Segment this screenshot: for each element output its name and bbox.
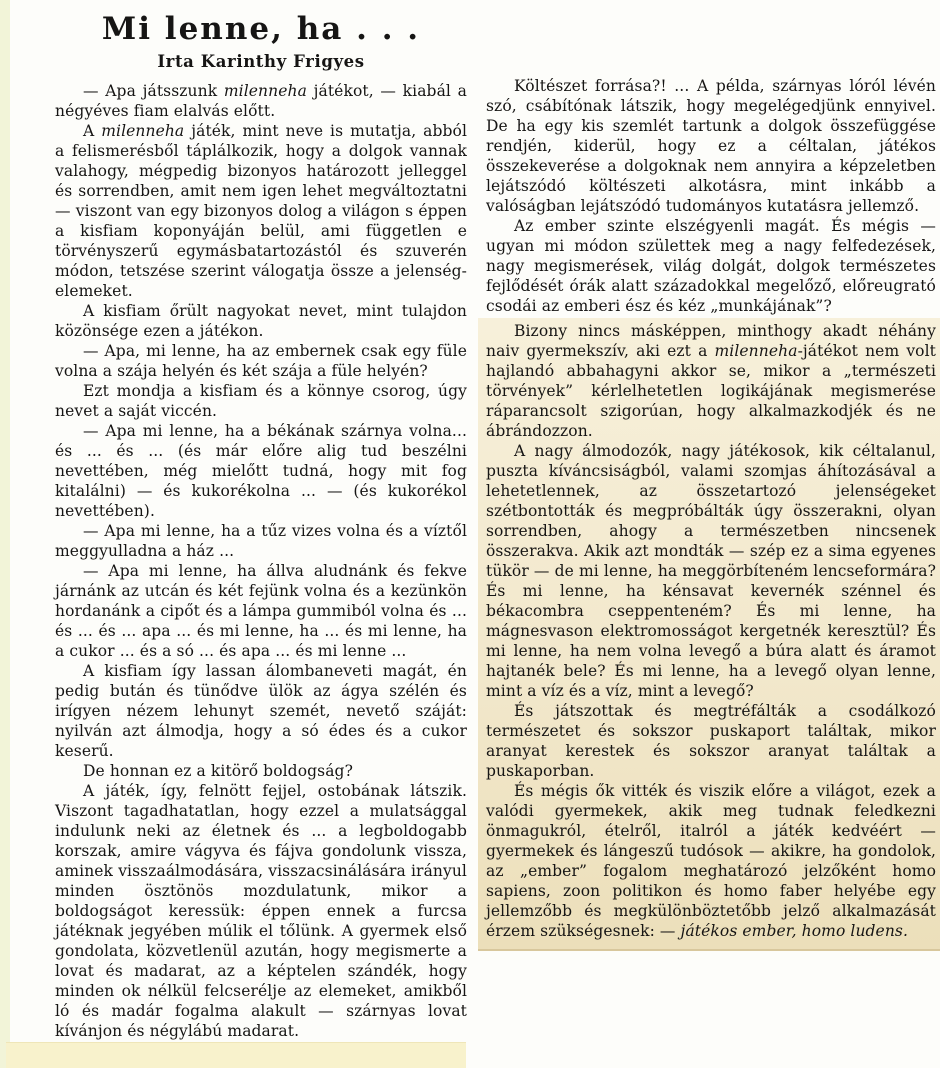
text-run: A nagy álmodozók, nagy játékosok, kik céltalanul, puszta kíváncsiságból, valami szomjas áhítozásával a lehetetlennek, az összetartozó jelenségeket szétbontották és megpróbálták úgy összerakni, olyan sorrendben, ahogy a természetben nincsenek összerakva. Akik azt mondták — szép ez a sima egyenes tükör — de mi lenne, ha meggörbíteném lencseformára? És mi lenne, ha kénsavat kevernék szénnel és békacombra cseppenteném? És mi lenne, ha mágnesvason elektromosságot kergetnék keresztül? És mi lenne, ha nem volna levegő a búra alatt és áramot hajtanék bele? És mi lenne, ha a levegő olyan lenne, mint a víz és a víz, mint a levegő? <box>486 442 936 700</box>
paragraph <box>55 341 467 381</box>
text-run: Az ember szinte elszégyenli magát. És mégis — ugyan mi módon születtek meg a nagy felfedezések, nagy megismerések, világ dolgát, dolgok természetes fejlődését órák alatt századokkal megelőző, előreugrató csodái az emberi ész és kéz „munkájának”? <box>486 217 936 315</box>
article-byline: Irta Karinthy Frigyes <box>157 52 365 71</box>
text-run: — Apa mi lenne, ha a tűz vizes volna és a víztől meggyulladna a ház ... <box>55 522 467 560</box>
text-run: A <box>83 122 102 140</box>
text-run: De honnan ez a kitörő boldogság? <box>83 762 353 780</box>
text-run: A kisfiam így lassan álombaneveti magát, én pedig bután és tünődve ülök az ágya szélén és irígyen nézem lehunyt szemét, nevető száját: nyilván azt álmodja, hogy a só édes és a cukor keserű. <box>55 662 467 760</box>
text-run: És mégis ők vitték és viszik előre a világot, ezek a valódi gyermekek, akik meg tudnak feledkezni önmagukról, ételről, italról a játék kedvéért — gyermekek és lángeszű tudósok — akikre, ha gondolok, az „ember” fogalom meghatározó jelzőként homo sapiens, zoon politikon és homo faber helyébe egy jellemzőbb és megkülönböztetőbb jelző alkalmazását érzem szükségesnek: — <box>486 782 936 940</box>
paragraph <box>55 521 467 561</box>
text-run: — Apa játsszunk <box>83 82 224 100</box>
paragraph <box>55 421 467 521</box>
left-column <box>55 12 467 1041</box>
paragraph <box>55 121 467 301</box>
left-column-text <box>55 81 467 1041</box>
italic-text: milenneha <box>101 122 185 140</box>
text-run: — Apa, mi lenne, ha az embernek csak egy füle volna a szája helyén és két szája a füle helyén? <box>55 342 467 380</box>
paragraph <box>55 381 467 421</box>
text-run: játék, mint neve is mutatja, abból a felismerésből táplálkozik, hogy a dolgok vannak valahogy, mégpedig bizonyos határozott jelleggel és sorrendben, amit nem igen lehet megváltoztatni — viszont van egy bizonyos dolog a világon s éppen a kisfiam koponyáján belül, ami független e törvényszerű egymásbatartozástól és szuverén módon, tetszése szerint válogatja össze a jelenség-elemeket. <box>55 122 468 300</box>
paragraph <box>486 781 936 941</box>
right-column-text <box>486 76 936 316</box>
text-run: — Apa mi lenne, ha a békának szárnya volna... és ... és ... (és már előre alig tud beszélni nevettében, még mielőtt tudná, hogy mit fog kitalálni) — és kukorékolna ... — (és kukorékol nevettében). <box>55 422 467 520</box>
italic-text: milenneha <box>714 342 798 360</box>
text-run: Ezt mondja a kisfiam és a könnye csorog, úgy nevet a saját viccén. <box>55 382 467 420</box>
right-column <box>486 76 936 951</box>
text-run: Költészet forrása?! ... A példa, szárnyas lóról lévén szó, csábítónak látszik, hogy megelégedjünk ennyivel. De ha egy kis szemlét tartunk a dolgok összefüggése rendjén, kiderül, hogy ez a céltalan, játékos összekeverése a dolgoknak nem annyira a képzeletben lejátszódó költészeti alkotásra, mint inkább a valóságban lejátszódó tudományos kutatásra jellemző. <box>486 77 936 215</box>
highlighted-passage <box>478 318 940 951</box>
italic-text: milenneha <box>223 82 307 100</box>
paragraph <box>486 321 936 441</box>
italic-text: játékos ember, homo ludens. <box>680 922 908 940</box>
paragraph <box>486 216 936 316</box>
text-run: A kisfiam őrült nagyokat nevet, mint tulajdon közönsége ezen a játékon. <box>55 302 467 340</box>
page-left-edge-strip <box>0 0 10 1068</box>
text-run: Bizony nincs másképpen, minthogy akadt néhány naiv gyermekszív, aki ezt a <box>486 322 936 360</box>
paragraph <box>55 761 467 781</box>
paragraph <box>55 301 467 341</box>
text-run: A játék, így, felnött fejjel, ostobának látszik. Viszont tagadhatatlan, hogy ezzel a mulatsággal indulunk neki az életnek és ... a legboldogabb korszak, amire vágyva és fájva gondolunk vissza, aminek visszaálmodására, visszacsinálására irányul minden ösztönös mozdulatunk, mikor a boldogságot keressük: éppen ennek a furcsa játéknak jegyében múlik el tőlünk. A gyermek első gondolata, közvetlenül azután, hogy megismerte a lovat és madarat, az a képtelen szándék, hogy minden ok nélkül felcserélje az elemeket, amikből ló és madár fogalma alakult — szárnyas lovat kívánjon és négylábú madarat. <box>55 782 467 1040</box>
bottom-left-highlight-block <box>6 1042 466 1068</box>
paragraph <box>55 661 467 761</box>
article-title: Mi lenne, ha . . . <box>101 11 421 47</box>
text-run: játékot, — kiabál a négyéves fiam elalvás előtt. <box>55 82 467 120</box>
text-run: És játszottak és megtréfálták a csodálkozó természetet és sokszor puskaport találtak, mikor aranyat kerestek és sokszor aranyat találtak a puskaporban. <box>486 702 936 780</box>
paragraph <box>486 441 936 701</box>
text-run: — Apa mi lenne, ha állva aludnánk és fekve járnánk az utcán és két fejünk volna és a kezünkön hordanánk a cipőt és a lámpa gummiból volna és ... és ... és ... apa ... és mi lenne, ha ... és mi lenne, ha a cukor ... és a só ... és apa ... és mi lenne ... <box>55 562 467 660</box>
paragraph <box>486 76 936 216</box>
paragraph <box>55 781 467 1041</box>
paragraph <box>55 561 467 661</box>
text-run: -játékot nem volt hajlandó abbahagyni akkor se, mikor a „természeti törvények” kérlelhetetlen logikájának megismerése ráparancsolt szigorúan, hogy alkalmazkodjék és ne ábrándozzon. <box>486 342 936 440</box>
paragraph <box>486 701 936 781</box>
paragraph <box>55 81 467 121</box>
